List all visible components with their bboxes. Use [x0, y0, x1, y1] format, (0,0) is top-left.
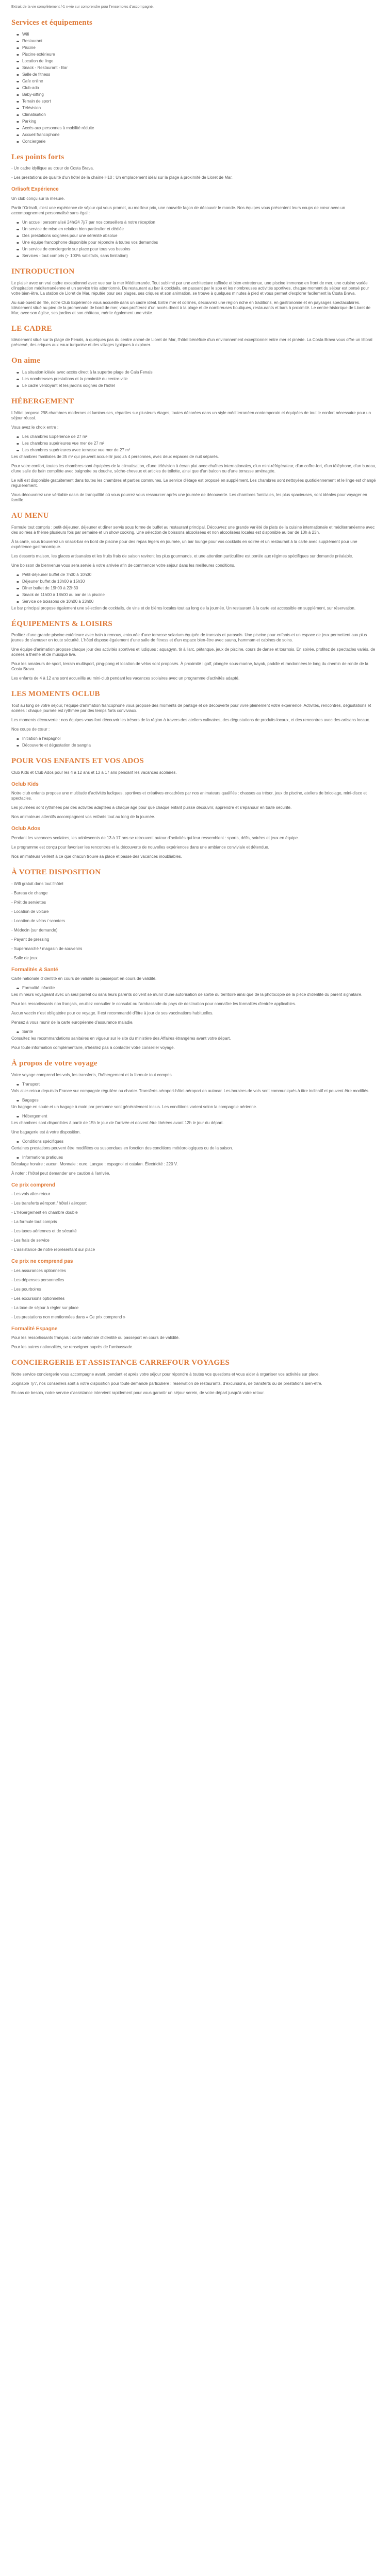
paragraph: Pour votre confort, toutes les chambres sont équipées de la climatisation, d'une télévision à écran plat avec chaînes internationales, d'un mini-réfrigérateur, d'un coffre-fort, d'un téléphone, d'un bureau, d'une salle de bain complète avec baignoire ou douche, sèche-cheveux et articles de toilette, ainsi que d'un balcon ou d'une terrasse aménagée.: [11, 463, 377, 473]
bullet-item: [17, 86, 378, 91]
paragraph: Profitez d'une grande piscine extérieure avec bain à remous, entourée d'une terrasse solarium équipée de transats et parasols. Une piscine pour enfants et un espace de jeux permettent aux plus jeunes de s'amuser en toute sécurité. L'hôtel dispose également d'une salle de fitness et d'un espace bien-être avec sauna, hammam et cabines de soins.: [11, 633, 367, 643]
bullet-dot-icon: [17, 443, 19, 445]
paragraph: Les moments découverte : nos équipes vous font découvrir les trésors de la région à travers des ateliers culinaires, des dégustations de produits locaux, et des rencontres avec des artisans locaux.: [11, 718, 370, 722]
bullet-item: [17, 79, 378, 84]
paragraph: - Prêt de serviettes: [11, 900, 46, 905]
subsection-heading: Formalité Espagne: [11, 1326, 58, 1332]
paragraph: Pour les autres nationalités, se renseigner auprès de l'ambassade.: [11, 1345, 134, 1350]
paragraph: Un bagage en soute et un bagage à main par personne sont généralement inclus. Les conditions varient selon la compagnie aérienne.: [11, 1104, 257, 1109]
subsection-heading: Oclub Ados: [11, 826, 40, 832]
paragraph: Décalage horaire : aucun. Monnaie : euro. Langue : espagnol et catalan. Électricité : 220 V.: [11, 1161, 178, 1166]
bullet-text: Baby-sitting: [22, 92, 44, 97]
bullet-dot-icon: [17, 372, 19, 374]
subsection-heading: Ce prix comprend: [11, 1182, 56, 1188]
bullet-text: Accès aux personnes à mobilité réduite: [22, 125, 94, 130]
paragraph: Tout au long de votre séjour, l'équipe d'animation francophone vous propose des moments de partage et de découverte pour vivre pleinement votre expérience. Activités, rencontres, dégustations et soirées : chaque journée est rythmée par des temps forts conviviaux.: [11, 703, 371, 713]
bullet-dot-icon: [17, 256, 19, 257]
bullet-item: [17, 45, 378, 50]
bullet-text: Climatisation: [22, 112, 46, 117]
bullet-text: Parking: [22, 118, 37, 124]
bullet-dot-icon: [17, 249, 19, 250]
bullet-item: [17, 126, 378, 131]
section-heading: On aime: [11, 357, 40, 365]
bullet-text: Conciergerie: [22, 139, 46, 144]
bullet-dot-icon: [17, 141, 19, 143]
subsection-heading: Formalités & Santé: [11, 967, 58, 973]
bullet-text: Des prestations soignées pour une sérénité absolue: [22, 233, 118, 238]
paragraph: À la carte, vous trouverez un snack-bar en bord de piscine pour des repas légers en journée, un bar lounge pour vos cocktails en soirée et un restaurant à la carte avec supplément pour une expérience gastronomique.: [11, 539, 357, 549]
bullet-text: Dîner buffet de 19h00 à 22h30: [22, 585, 78, 590]
paragraph: Le programme est conçu pour favoriser les rencontres et la découverte de nouvelles expériences dans une ambiance conviviale et détendue.: [11, 844, 269, 850]
bullet-dot-icon: [17, 61, 19, 62]
bullet-text: Cafe online: [22, 78, 43, 83]
bullet-item: [17, 233, 378, 239]
bullet-dot-icon: [17, 738, 19, 740]
bullet-text: Formalité infantile: [22, 986, 55, 990]
bullet-item: [17, 434, 378, 439]
bullet-item: [17, 599, 378, 604]
paragraph: - Payant de pressing: [11, 937, 50, 942]
bullet-item: [17, 448, 378, 453]
bullet-dot-icon: [17, 94, 19, 96]
bullet-dot-icon: [17, 1157, 19, 1159]
paragraph: Formule tout compris : petit-déjeuner, déjeuner et dîner servis sous forme de buffet au restaurant principal. Découvrez une grande variété de plats de la cuisine internationale et méditerranéenne avec des soirées à thème plusieurs fois par semaine et un show cooking. Une sélection de boissons alcoolisées et non alcoolisées locales est disponible au bar de 10h à 23h.: [11, 524, 375, 535]
paragraph: Pour toute information complémentaire, n'hésitez pas à contacter votre conseiller voyage.: [11, 1045, 175, 1050]
paragraph: - Les pourboires: [11, 1286, 41, 1292]
bullet-dot-icon: [17, 988, 19, 989]
paragraph: Notre club enfants propose une multitude d'activités ludiques, sportives et créatives encadrées par nos animateurs qualifiés : chasses au trésor, jeux de piscine, ateliers de bricolage, mini-disco et spectacles.: [11, 791, 367, 801]
paragraph: - Supermarché / magasin de souvenirs: [11, 946, 83, 951]
bullet-dot-icon: [17, 101, 19, 103]
bullet-text: Transport: [22, 1081, 40, 1087]
paragraph: Les chambres familiales de 35 m² qui peuvent accueillir jusqu'à 4 personnes, avec deux espaces de nuit séparés.: [11, 454, 219, 459]
paragraph: Pensez à vous munir de la carte européenne d'assurance maladie.: [11, 1020, 134, 1025]
bullet-dot-icon: [17, 222, 19, 224]
bullet-item: [17, 240, 378, 245]
paragraph: Joignable 7j/7, nos conseillers sont à votre disposition pour toute demande particulière : réservation de restaurants, d'excursions, de transferts ou de prestations bien-être.: [11, 1381, 322, 1386]
paragraph: Les chambres sont disponibles à partir de 15h le jour de l'arrivée et doivent être libérées avant 12h le jour du départ.: [11, 1120, 224, 1125]
bullet-list: [11, 220, 378, 259]
paragraph: Pour les ressortissants non français, veuillez consulter le consulat ou l'ambassade du pays de destination pour connaître les formalités d'entrée applicables.: [11, 1002, 296, 1006]
bullet-text: Restaurant: [22, 38, 43, 43]
bullet-text: Les chambres supérieures avec terrasse vue mer de 27 m²: [22, 447, 131, 452]
bullet-dot-icon: [17, 601, 19, 603]
bullet-item: [17, 39, 378, 44]
paragraph: Les mineurs voyageant avec un seul parent ou sans leurs parents doivent se munir d'une autorisation de sortie du territoire ainsi que de la photocopie de la pièce d'identité du parent signataire.: [11, 992, 363, 997]
paragraph: Nos animateurs veillent à ce que chacun trouve sa place et passe des vacances inoubliables.: [11, 854, 182, 859]
bullet-item: [17, 1029, 378, 1035]
paragraph: Une bagagerie est à votre disposition.: [11, 1129, 81, 1134]
paragraph: Une équipe d'animation propose chaque jour des activités sportives et ludiques : aquagym, tir à l'arc, pétanque, jeux de piscine, cours de danse et tournois. En soirée, profitez de spectacles variés, de soirées à thème et de musique live.: [11, 647, 376, 657]
bullet-list: [11, 434, 378, 453]
paragraph: Pour les ressortissants français : carte nationale d'identité ou passeport en cours de validité.: [11, 1335, 180, 1341]
bullet-item: [17, 1082, 378, 1087]
bullet-item: [17, 1114, 378, 1119]
paragraph: Partir l'Orlisoft, c'est une expérience de séjour qui vous promet, au meilleur prix, une nouvelle façon de découvrir le monde. Nos équipes vous présentent leurs coups de cœur avec un accompagnement personnalisé sans égal :: [11, 205, 345, 215]
bullet-dot-icon: [17, 128, 19, 129]
bullet-item: [17, 572, 378, 578]
paragraph: Vous avez le choix entre :: [11, 425, 59, 430]
paragraph: - Location de voiture: [11, 909, 49, 914]
bullet-item: [17, 112, 378, 117]
bullet-text: Un service de conciergerie sur place pour tous vos besoins: [22, 246, 131, 251]
bullet-item: [17, 370, 378, 375]
paragraph: - Salle de jeux: [11, 955, 38, 960]
paragraph: Pendant les vacances scolaires, les adolescents de 13 à 17 ans se retrouvent autour d'activités qui leur ressemblent : sports, défis, soirées et jeux en équipe.: [11, 835, 299, 840]
bullet-dot-icon: [17, 235, 19, 237]
bullet-dot-icon: [17, 1141, 19, 1143]
paragraph: Un club conçu sur la mesure.: [11, 196, 65, 201]
paragraph: - Un cadre idyllique au cœur de Costa Brava.: [11, 166, 94, 171]
bullet-item: [17, 377, 378, 382]
bullet-dot-icon: [17, 1100, 19, 1101]
section-heading: Services et équipements: [11, 18, 93, 27]
bullet-item: [17, 592, 378, 598]
bullet-text: Conditions spécifiques: [22, 1139, 64, 1144]
section-heading: LE CADRE: [11, 324, 52, 333]
bullet-item: [17, 59, 378, 64]
bullet-text: Hébergement: [22, 1113, 47, 1118]
bullet-dot-icon: [17, 588, 19, 589]
paragraph: Vous découvrirez une véritable oasis de tranquillité où vous pourrez vous ressourcer après une journée de découverte. Les chambres familiales, les plus spacieuses, sont idéales pour voyager en famille.: [11, 492, 367, 502]
bullet-list: [11, 1082, 378, 1087]
bullet-dot-icon: [17, 34, 19, 36]
bullet-text: Petit-déjeuner buffet de 7h00 à 10h30: [22, 572, 92, 577]
bullet-item: [17, 1139, 378, 1144]
bullet-list: [11, 736, 378, 748]
paragraph: - L'assistance de notre représentant sur place: [11, 1247, 95, 1252]
bullet-text: Un accueil personnalisé 24h/24 7j/7 par nos conseillers à notre réception: [22, 219, 155, 225]
bullet-text: Club-ado: [22, 85, 39, 90]
bullet-list: [11, 370, 378, 388]
subsection-heading: Oclub Kids: [11, 781, 39, 787]
paragraph: Le plaisir avec un vrai cadre exceptionnel avec vue sur la mer Méditerranée. Tout sublimé par une architecture raffinée et bien entretenue, une piscine immense en front de mer, une cuisine variée d'inspiration méditerranéenne et un service très attentionné. Du restaurant au bar à cocktails, en passant par le spa et les nombreuses activités sportives, chaque moment du séjour est pensé pour votre bien-être. La station de Lloret de Mar, réputée pour ses plages, ses criques et son animation, se trouve à quelques minutes à pied et vous permet d'explorer facilement la Costa Brava.: [11, 280, 369, 296]
bullet-text: Les nombreuses prestations et la proximité du centre-ville: [22, 377, 128, 381]
bullet-text: Services - tout compris (+ 100% satisfaits, sans limitation): [22, 253, 128, 258]
bullet-text: Une équipe francophone disponible pour répondre à toutes vos demandes: [22, 240, 158, 245]
bullet-text: Snack de 11h00 à 18h00 au bar de la piscine: [22, 592, 105, 597]
bullet-text: Le cadre verdoyant et les jardins soignés de l'hôtel: [22, 383, 115, 388]
bullet-text: Déjeuner buffet de 13h00 à 15h30: [22, 579, 85, 584]
paragraph: - Les taxes aériennes et de sécurité: [11, 1229, 77, 1234]
section-heading: À VOTRE DISPOSITION: [11, 868, 101, 876]
bullet-text: Location de linge: [22, 58, 54, 63]
section-heading: AU MENU: [11, 511, 49, 520]
bullet-dot-icon: [17, 436, 19, 438]
bullet-text: Informations pratiques: [22, 1155, 63, 1160]
paragraph: L'hôtel propose 298 chambres modernes et lumineuses, réparties sur plusieurs étages, toutes décorées dans un style méditerranéen contemporain et équipées de tout le confort nécessaire pour un séjour réussi.: [11, 410, 371, 420]
subsection-heading: Ce prix ne comprend pas: [11, 1259, 73, 1265]
section-heading: LES MOMENTS OCLUB: [11, 690, 100, 699]
section-heading: CONCIERGERIE ET ASSISTANCE CARREFOUR VOYAGES: [11, 1359, 230, 1367]
bullet-dot-icon: [17, 385, 19, 387]
paragraph: Pour les amateurs de sport, terrain multisport, ping-pong et location de vélos sont proposés. À proximité : golf, plongée sous-marine, kayak, paddle et randonnées le long du chemin de ronde de la Costa Brava.: [11, 662, 368, 672]
bullet-list: [11, 1155, 378, 1160]
bullet-item: [17, 736, 378, 741]
bullet-item: [17, 72, 378, 77]
bullet-item: [17, 106, 378, 111]
paragraph: Certaines prestations peuvent être modifiées ou suspendues en fonction des conditions météorologiques ou de la saison.: [11, 1145, 233, 1150]
bullet-dot-icon: [17, 108, 19, 109]
bullet-item: [17, 579, 378, 584]
bullet-text: Bagages: [22, 1097, 39, 1103]
bullet-item: [17, 743, 378, 748]
paragraph: Nos coups de cœur :: [11, 727, 50, 732]
bullet-dot-icon: [17, 121, 19, 123]
bullet-text: Les chambres supérieures vue mer de 27 m²: [22, 440, 105, 446]
paragraph: - Location de vélos / scooters: [11, 918, 66, 923]
paragraph: Notre service conciergerie vous accompagne avant, pendant et après votre séjour pour répondre à toutes vos questions et vous aider à organiser vos activités sur place.: [11, 1372, 320, 1377]
paragraph: Votre voyage comprend les vols, les transferts, l'hébergement et la formule tout compris.: [11, 1072, 173, 1077]
paragraph: Extrait de la vie complétement /-1 n-vie sur comprendre pour l'ensembles d'accompagné.: [11, 5, 154, 9]
bullet-dot-icon: [17, 88, 19, 89]
bullet-dot-icon: [17, 379, 19, 380]
paragraph: Une boisson de bienvenue vous sera servie à votre arrivée afin de commencer votre séjour dans les meilleures conditions.: [11, 563, 236, 568]
bullet-dot-icon: [17, 54, 19, 56]
paragraph: Consultez les recommandations sanitaires en vigueur sur le site du ministère des Affaires étrangères avant votre départ.: [11, 1036, 231, 1041]
bullet-dot-icon: [17, 595, 19, 596]
bullet-text: Accueil francophone: [22, 132, 60, 137]
paragraph: - L'hébergement en chambre double: [11, 1210, 78, 1215]
bullet-text: Les chambres Expérience de 27 m²: [22, 434, 88, 439]
bullet-item: [17, 220, 378, 225]
paragraph: Idéalement situé sur la plage de Fenals, à quelques pas du centre animé de Lloret de Mar, l'hôtel bénéficie d'un environnement exceptionnel entre mer et pinède. La Costa Brava vous offre un littoral préservé, des criques aux eaux turquoise et des villages typiques à explorer.: [11, 337, 372, 348]
bullet-dot-icon: [17, 1084, 19, 1086]
bullet-dot-icon: [17, 67, 19, 69]
bullet-text: Service de boissons de 10h00 à 23h00: [22, 599, 94, 604]
paragraph: - Les prestations de qualité d'un hôtel de la chaîne H10 ; Un emplacement idéal sur la plage à proximité de Lloret de Mar.: [11, 175, 233, 180]
bullet-item: [17, 986, 378, 991]
paragraph: À noter : l'hôtel peut demander une caution à l'arrivée.: [11, 1171, 110, 1176]
section-heading: ÉQUIPEMENTS & LOISIRS: [11, 619, 112, 628]
bullet-dot-icon: [17, 229, 19, 230]
bullet-item: [17, 586, 378, 591]
section-heading: HÉBERGEMENT: [11, 397, 74, 405]
section-heading: POUR VOS ENFANTS ET VOS ADOS: [11, 757, 144, 765]
bullet-item: [17, 32, 378, 37]
bullet-text: Piscine extérieure: [22, 52, 55, 57]
bullet-item: [17, 132, 378, 138]
paragraph: - Les prestations non mentionnées dans « Ce prix comprend »: [11, 1314, 126, 1319]
bullet-list: [11, 986, 378, 991]
bullet-dot-icon: [17, 41, 19, 42]
bullet-text: Piscine: [22, 45, 36, 50]
paragraph: - Les vols aller-retour: [11, 1192, 51, 1197]
bullet-text: Découverte et dégustation de sangria: [22, 743, 91, 748]
paragraph: - La formule tout compris: [11, 1219, 57, 1225]
paragraph: - Les frais de service: [11, 1238, 50, 1243]
bullet-dot-icon: [17, 450, 19, 451]
bullet-list: [11, 572, 378, 604]
paragraph: Le bar principal propose également une sélection de cocktails, de vins et de bières locales tout au long de la journée. Un restaurant à la carte est accessible en supplément, sur réservation.: [11, 605, 356, 611]
section-heading: À propos de votre voyage: [11, 1059, 97, 1067]
bullet-list: [11, 1029, 378, 1035]
paragraph: Au sud-ouest de l'île, notre Club Expérience vous accueille dans un cadre idéal. Entre mer et collines, découvrez une région riche en traditions, en gastronomie et en paysages spectaculaires. Idéalement situé au pied de la promenade de bord de mer, vous profiterez d'un accès direct à la plage et de nombreuses boutiques, restaurants et bars à proximité. Le centre historique de Lloret de Mar, avec son église, ses jardins et son château, mérite également une visite.: [11, 300, 371, 315]
paragraph: Le wifi est disponible gratuitement dans toutes les chambres et parties communes. Le service d'étage est proposé en supplément. Les chambres sont nettoyées quotidiennement et le linge est changé régulièrement.: [11, 478, 376, 488]
paragraph: Les desserts maison, les glaces artisanales et les fruits frais de saison raviront les plus gourmands, et une attention particulière est portée aux régimes spécifiques sur demande préalable.: [11, 553, 353, 558]
bullet-item: [17, 92, 378, 97]
bullet-dot-icon: [17, 81, 19, 82]
bullet-dot-icon: [17, 1031, 19, 1033]
bullet-item: [17, 52, 378, 57]
bullet-dot-icon: [17, 1116, 19, 1117]
bullet-item: [17, 247, 378, 252]
bullet-text: Wifi: [22, 31, 29, 37]
bullet-list: [11, 1139, 378, 1144]
section-heading: Les points forts: [11, 152, 64, 161]
bullet-list: [11, 32, 378, 144]
paragraph: - Médecin (sur demande): [11, 927, 58, 933]
paragraph: - Bureau de change: [11, 890, 48, 895]
paragraph: Carte nationale d'identité en cours de validité ou passeport en cours de validité.: [11, 976, 157, 981]
bullet-item: [17, 1098, 378, 1103]
paragraph: - Wifi gratuit dans tout l'hôtel: [11, 881, 63, 886]
paragraph: Club Kids et Club Ados pour les 4 à 12 ans et 13 à 17 ans pendant les vacances scolaires.: [11, 770, 177, 775]
bullet-list: [11, 1114, 378, 1119]
bullet-text: Initiation à l'espagnol: [22, 736, 61, 741]
bullet-dot-icon: [17, 74, 19, 76]
bullet-dot-icon: [17, 47, 19, 49]
bullet-dot-icon: [17, 134, 19, 136]
paragraph: - La taxe de séjour à régler sur place: [11, 1305, 79, 1310]
bullet-item: [17, 119, 378, 124]
bullet-item: [17, 227, 378, 232]
bullet-item: [17, 1155, 378, 1160]
paragraph: Les enfants de 4 à 12 ans sont accueillis au mini-club pendant les vacances scolaires avec un programme d'activités adapté.: [11, 676, 240, 681]
paragraph: Vols aller-retour depuis la France sur compagnie régulière ou charter. Transferts aéroport-hôtel-aéroport en autocar. Les horaires de vols sont communiqués à titre indicatif et peuvent être modifiés.: [11, 1088, 370, 1093]
bullet-item: [17, 253, 378, 259]
subsection-heading: Orlisoft Expérience: [11, 187, 59, 193]
paragraph: - Les dépenses personnelles: [11, 1277, 64, 1282]
paragraph: En cas de besoin, notre service d'assistance intervient rapidement pour vous garantir un séjour serein, de votre départ jusqu'à votre retour.: [11, 1391, 265, 1395]
bullet-text: La situation idéale avec accès direct à la superbe plage de Cala Fenals: [22, 370, 153, 375]
bullet-dot-icon: [17, 574, 19, 576]
bullet-dot-icon: [17, 114, 19, 116]
paragraph: Nos animateurs attentifs accompagnent vos enfants tout au long de la journée.: [11, 815, 155, 820]
paragraph: Les journées sont rythmées par des activités adaptées à chaque âge pour que chaque enfant puisse découvrir, apprendre et s'épanouir en toute sécurité.: [11, 805, 292, 810]
bullet-item: [17, 383, 378, 388]
bullet-text: Télévision: [22, 105, 41, 110]
paragraph: - Les excursions optionnelles: [11, 1296, 65, 1301]
paragraph: Aucun vaccin n'est obligatoire pour ce voyage. Il est recommandé d'être à jour de ses vaccinations habituelles.: [11, 1011, 214, 1015]
bullet-text: Un service de mise en relation bien particulier et dédiée: [22, 226, 124, 231]
bullet-text: Salle de fitness: [22, 72, 51, 77]
bullet-text: Santé: [22, 1029, 33, 1034]
bullet-dot-icon: [17, 242, 19, 244]
bullet-text: Snack - Restaurant - Bar: [22, 65, 68, 70]
paragraph: - Les transferts aéroport / hôtel / aéroport: [11, 1201, 87, 1206]
bullet-dot-icon: [17, 745, 19, 747]
paragraph: - Les assurances optionnelles: [11, 1268, 66, 1273]
bullet-item: [17, 139, 378, 144]
bullet-list: [11, 1098, 378, 1103]
bullet-text: Terrain de sport: [22, 98, 51, 104]
bullet-item: [17, 441, 378, 446]
bullet-item: [17, 65, 378, 71]
section-heading: INTRODUCTION: [11, 267, 75, 276]
bullet-item: [17, 99, 378, 104]
bullet-dot-icon: [17, 581, 19, 583]
